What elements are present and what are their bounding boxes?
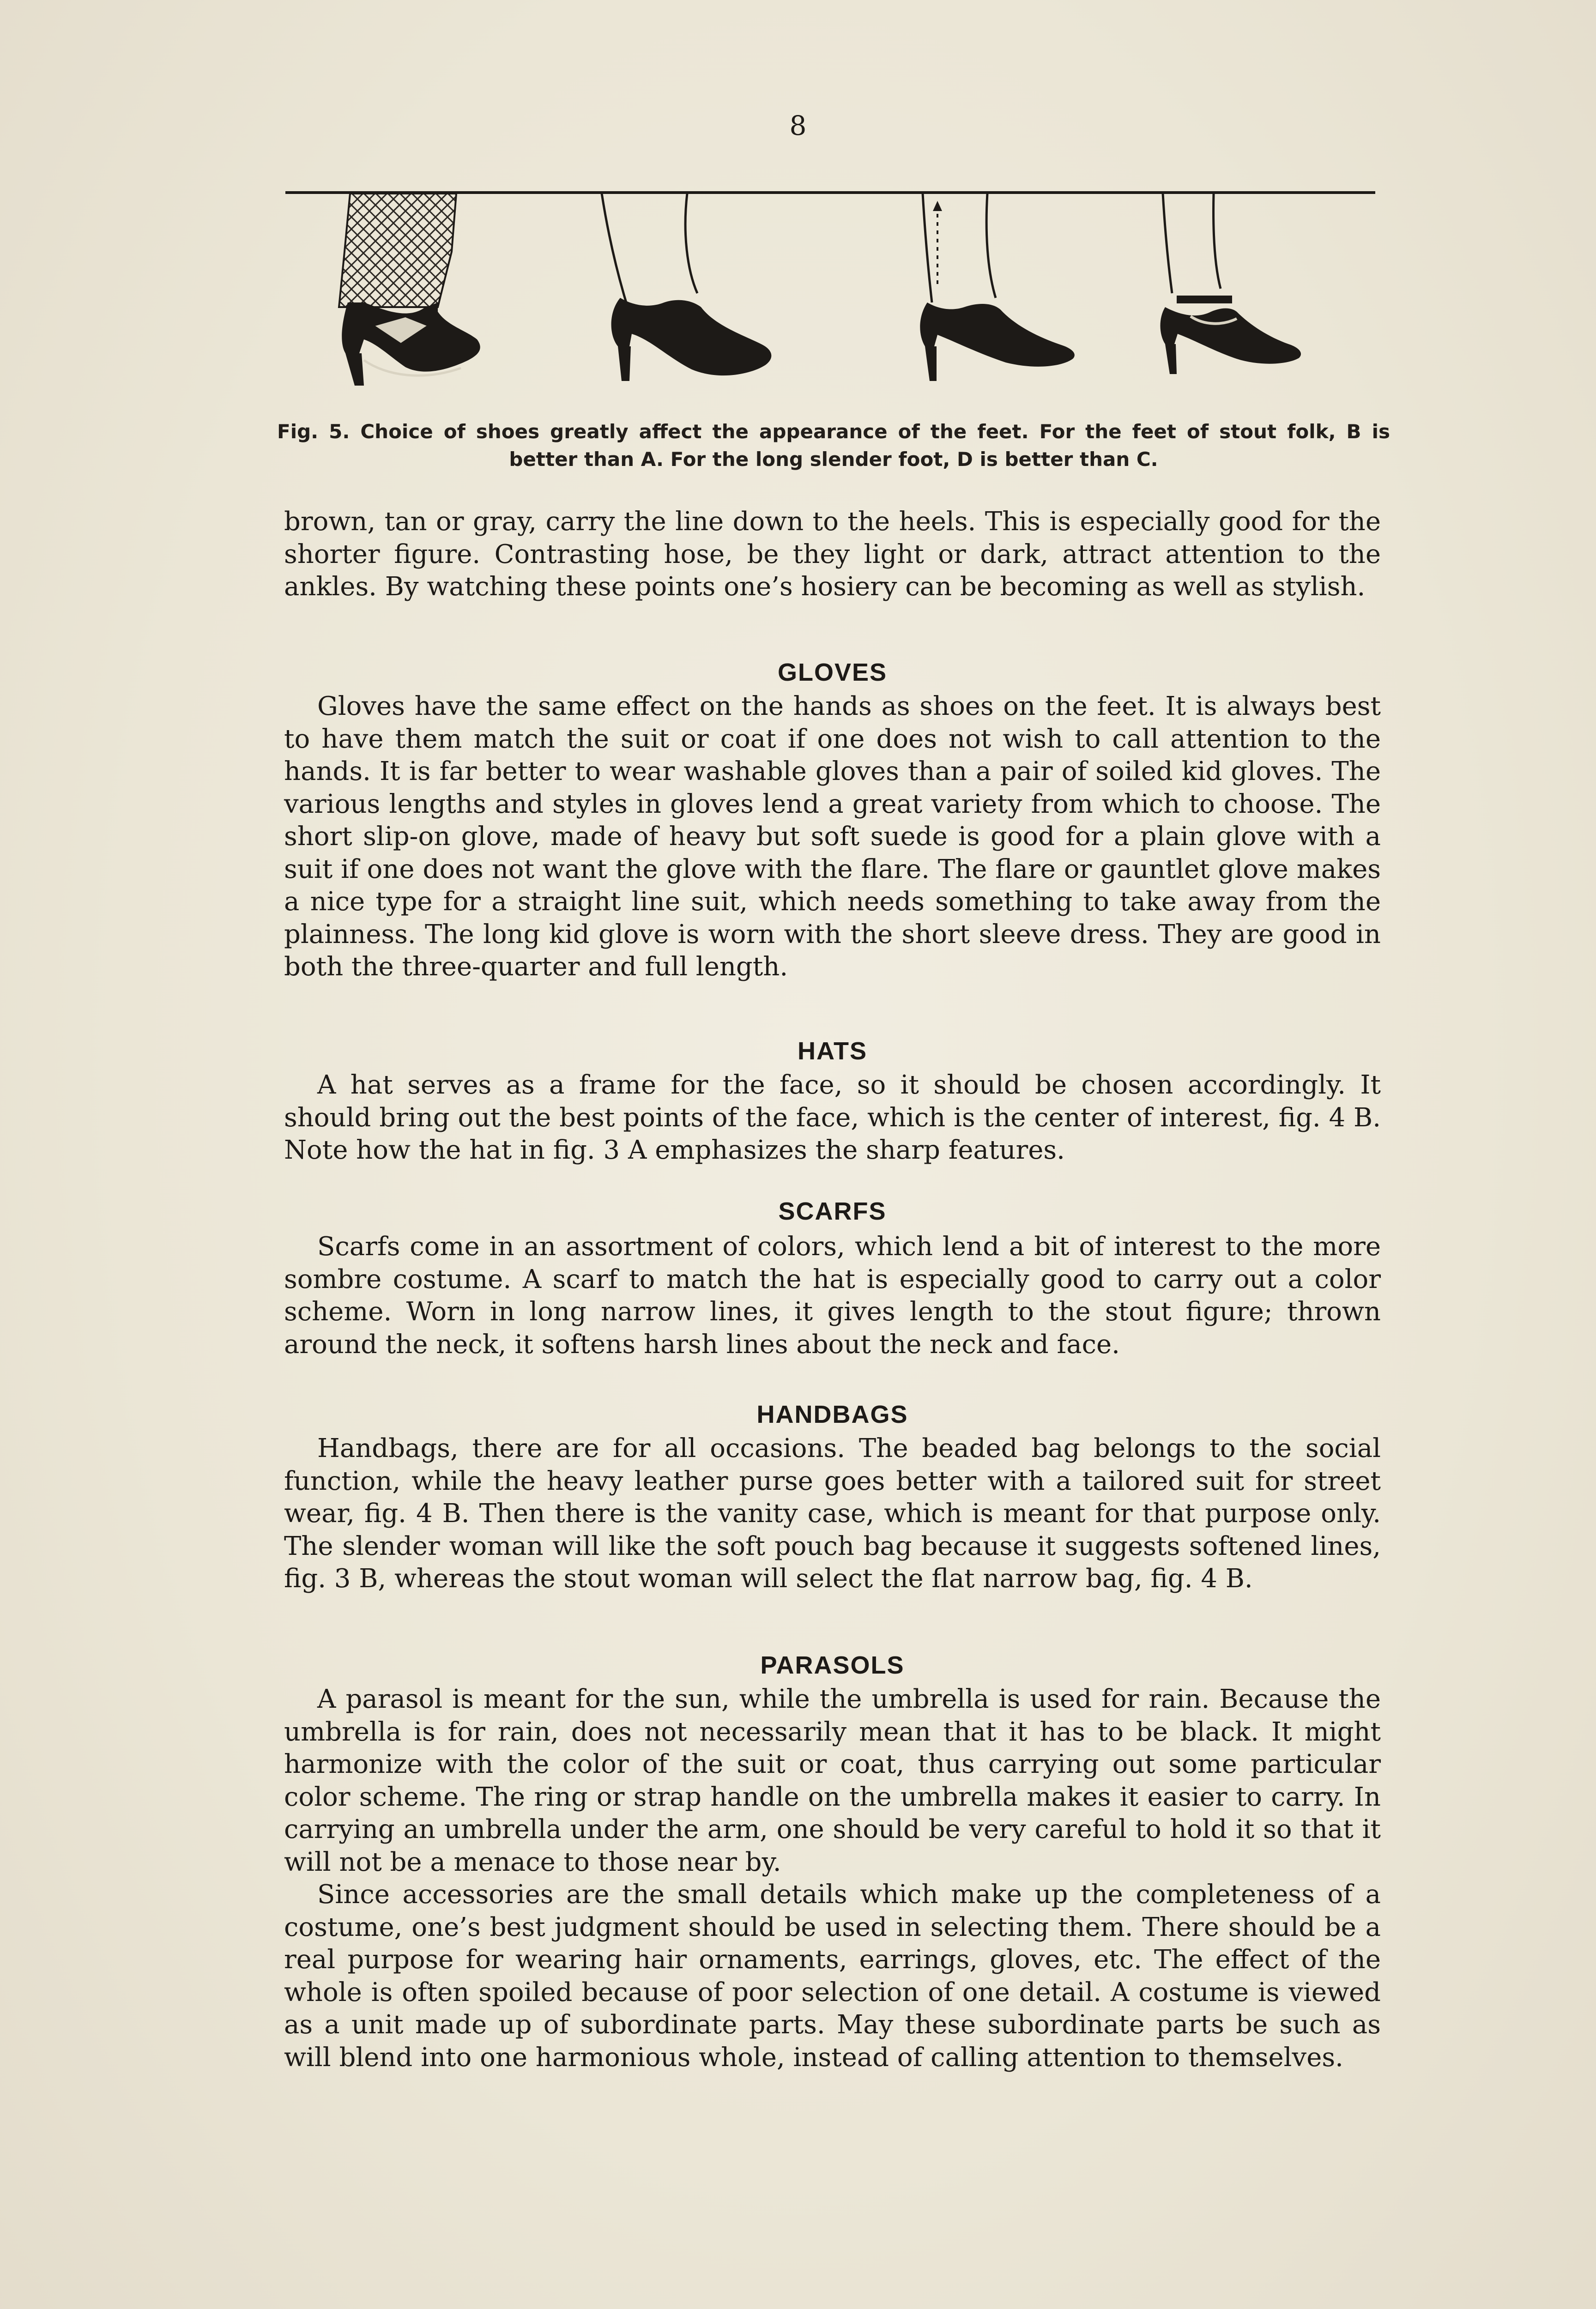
- figure-caption: Fig. 5. Choice of shoes greatly affect the appearance of the feet. For the feet of stout folk, B is better than A. For the long slender foot, D is better than C.: [277, 420, 1390, 471]
- gloves-text: Gloves have the same effect on the hands as shoes on the feet. It is always best to have them match the suit or coat if one does not wish to call attention to the hands. It is far better to wear washable gloves than a pair of soiled kid gloves. The various lengths and styles in gloves lend a great variety from which to choose. The short slip-on glove, made of heavy but soft suede is good for a plain glove with a suit if one does not want the glove with the flare. The flare or gauntlet glove makes a nice type for a straight line suit, which needs something to take away from the plainness. The long kid glove is worn with the short sleeve dress. They are good in both the three-quarter and full length.: [284, 691, 1381, 982]
- scarfs-section: [284, 1231, 1381, 1361]
- page-number: 8: [789, 110, 807, 141]
- parasols-heading: PARASOLS: [760, 1651, 905, 1679]
- shoe-c-icon: [920, 193, 1075, 381]
- parasols-section: [284, 1683, 1381, 2074]
- scarfs-text: Scarfs come in an assortment of colors, which lend a bit of interest to the more sombre costume. A scarf to match the hat is especially good to carry out a color scheme. Worn in long narrow lines, it gives length to the stout figure; thrown around the neck, it softens harsh lines about the neck and face.: [284, 1232, 1381, 1360]
- shoe-b-icon: [602, 193, 771, 381]
- gloves-heading: GLOVES: [777, 659, 888, 686]
- intro-text: brown, tan or gray, carry the line down to the heels. This is especially good for the shorter figure. Contrasting hose, be they light or dark, attract attention to the ankles. By watching these points one’s hosiery can be becoming as well as stylish.: [284, 507, 1381, 602]
- handbags-text: Handbags, there are for all occasions. The beaded bag belongs to the social function, while the heavy leather purse goes better with a tailored suit for street wear, fig. 4 B. Then there is the vanity case, which is meant for that purpose only. The slender woman will like the soft pouch bag because it suggests softened lines, fig. 3 B, whereas the stout woman will select the flat narrow bag, fig. 4 B.: [284, 1433, 1381, 1594]
- handbags-section: [284, 1433, 1381, 1596]
- shoe-figure: [285, 187, 1375, 427]
- hats-heading: HATS: [798, 1037, 867, 1065]
- gloves-section: [284, 690, 1381, 984]
- handbags-heading: HANDBAGS: [756, 1401, 908, 1428]
- intro-paragraph: [284, 506, 1381, 604]
- hats-section: [284, 1069, 1381, 1167]
- shoe-a-icon: [339, 193, 480, 386]
- hats-text: A hat serves as a frame for the face, so it should be chosen accordingly. It should bring out the best points of the face, which is the center of interest, fig. 4 B. Note how the hat in fig. 3 A emphasizes the sharp features.: [284, 1070, 1381, 1165]
- scarfs-heading: SCARFS: [778, 1197, 887, 1225]
- shoe-d-icon: [1160, 193, 1301, 374]
- parasols-paragraph-2: Since accessories are the small details which make up the completeness of a costume, one’s best judgment should be used in selecting them. There should be a real purpose for wearing hair ornaments, earrings, gloves, etc. The effect of the whole is often spoiled because of poor selection of one detail. A costume is viewed as a unit made up of subordinate parts. May these subordinate parts be such as will blend into one harmonious whole, instead of calling attention to themselves.: [284, 1880, 1381, 2073]
- parasols-paragraph-1: A parasol is meant for the sun, while the umbrella is used for rain. Because the umbrella is for rain, does not necessarily mean that it has to be black. It might harmonize with the color of the suit or coat, thus carrying out some particular color scheme. The ring or strap handle on the umbrella makes it easier to carry. In carrying an umbrella under the arm, one should be very careful to hold it so that it will not be a menace to those near by.: [284, 1684, 1381, 1877]
